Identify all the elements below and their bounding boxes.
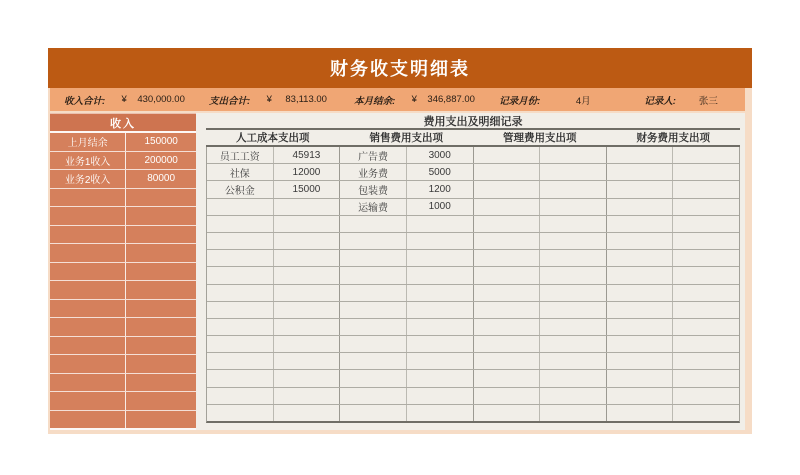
table-cell[interactable] [672, 336, 739, 352]
table-cell[interactable]: 3000 [406, 147, 473, 163]
table-cell[interactable] [339, 285, 406, 301]
table-cell[interactable] [606, 388, 673, 404]
income-total-value[interactable]: 430,000.00 [137, 94, 185, 105]
table-cell[interactable] [606, 250, 673, 266]
table-cell[interactable] [473, 216, 540, 232]
table-cell[interactable] [606, 353, 673, 369]
table-cell[interactable]: 200000 [125, 152, 196, 170]
table-cell[interactable] [207, 199, 273, 215]
table-cell[interactable] [125, 337, 196, 355]
table-cell[interactable] [339, 336, 406, 352]
table-cell[interactable] [273, 199, 340, 215]
table-cell[interactable]: 1000 [406, 199, 473, 215]
table-cell[interactable] [207, 353, 273, 369]
table-cell[interactable] [273, 267, 340, 283]
table-row [50, 243, 196, 262]
table-cell[interactable] [672, 319, 739, 335]
table-cell[interactable] [672, 285, 739, 301]
table-cell[interactable] [339, 216, 406, 232]
table-cell[interactable] [539, 319, 606, 335]
table-row [50, 151, 196, 170]
table-cell[interactable] [273, 388, 340, 404]
table-cell[interactable] [606, 147, 673, 163]
table-cell[interactable] [606, 302, 673, 318]
record-month-label: 记录月份: [499, 95, 541, 107]
table-cell[interactable] [672, 302, 739, 318]
table-cell[interactable] [539, 233, 606, 249]
table-cell[interactable] [406, 302, 473, 318]
table-row [207, 198, 739, 215]
table-cell[interactable] [207, 405, 273, 421]
table-cell[interactable]: 社保 [229, 168, 250, 180]
table-row [50, 354, 196, 373]
table-row [207, 215, 739, 232]
table-row [50, 280, 196, 299]
expense-table [206, 147, 740, 423]
income-header: 收入 [50, 114, 196, 133]
spreadsheet-card [48, 48, 752, 434]
table-cell[interactable] [406, 233, 473, 249]
recorder-label: 记录人: [644, 95, 676, 107]
income-panel [50, 113, 196, 430]
table-row [50, 225, 196, 244]
table-row [207, 387, 739, 404]
table-cell[interactable] [473, 388, 540, 404]
table-cell[interactable] [606, 370, 673, 386]
table-cell[interactable] [125, 244, 196, 262]
table-row [207, 369, 739, 386]
record-month-value[interactable]: 4月 [575, 95, 591, 107]
table-cell[interactable] [672, 388, 739, 404]
table-cell[interactable]: 员工工资 [219, 151, 260, 163]
table-cell[interactable] [406, 336, 473, 352]
table-cell[interactable] [125, 392, 196, 410]
table-cell[interactable] [606, 285, 673, 301]
table-cell[interactable] [125, 411, 196, 429]
table-cell[interactable] [339, 233, 406, 249]
table-cell[interactable] [125, 374, 196, 392]
table-cell[interactable] [273, 336, 340, 352]
table-row [207, 352, 739, 369]
table-cell[interactable] [273, 353, 340, 369]
table-cell[interactable] [539, 199, 606, 215]
table-cell[interactable] [273, 233, 340, 249]
table-cell[interactable] [50, 281, 125, 299]
table-cell[interactable] [125, 318, 196, 336]
table-cell[interactable] [406, 370, 473, 386]
table-row [207, 404, 739, 421]
recorder-value[interactable]: 张三 [698, 95, 718, 107]
table-cell[interactable] [672, 164, 739, 180]
table-cell[interactable] [406, 353, 473, 369]
table-cell[interactable] [339, 353, 406, 369]
table-cell[interactable] [473, 250, 540, 266]
table-row [207, 266, 739, 283]
table-cell[interactable] [207, 388, 273, 404]
table-cell[interactable] [473, 370, 540, 386]
table-cell[interactable] [273, 285, 340, 301]
table-row [50, 299, 196, 318]
sheet-body [50, 113, 745, 430]
table-cell[interactable] [50, 374, 125, 392]
table-cell[interactable]: 包装费 [339, 181, 406, 197]
table-cell[interactable] [339, 370, 406, 386]
table-cell[interactable] [339, 405, 406, 421]
table-cell[interactable] [339, 250, 406, 266]
table-cell[interactable]: 5000 [406, 164, 473, 180]
table-cell[interactable] [672, 353, 739, 369]
table-cell[interactable] [273, 319, 340, 335]
table-cell[interactable] [125, 263, 196, 281]
table-cell[interactable] [606, 216, 673, 232]
table-cell[interactable] [539, 147, 606, 163]
table-cell[interactable] [539, 164, 606, 180]
table-cell[interactable] [473, 267, 540, 283]
table-cell[interactable]: 业务费 [339, 164, 406, 180]
expense-panel [196, 113, 745, 430]
table-cell[interactable] [606, 267, 673, 283]
table-cell[interactable] [406, 388, 473, 404]
table-cell[interactable] [50, 189, 125, 207]
table-cell[interactable] [207, 216, 273, 232]
table-cell[interactable] [672, 233, 739, 249]
table-cell[interactable] [473, 405, 540, 421]
table-row [50, 206, 196, 225]
summary-expense-total [195, 88, 340, 111]
summary-income-total [50, 88, 195, 111]
summary-record-month [485, 88, 630, 111]
table-cell[interactable] [539, 370, 606, 386]
table-cell[interactable] [273, 405, 340, 421]
table-cell[interactable] [539, 353, 606, 369]
sheet-title: 财务收支明细表 [48, 48, 752, 88]
income-table [50, 133, 196, 430]
table-cell[interactable] [672, 405, 739, 421]
table-cell[interactable] [125, 355, 196, 373]
table-cell[interactable]: 业务1收入 [64, 156, 111, 168]
table-cell[interactable]: 12000 [273, 164, 340, 180]
currency-symbol: ¥ [266, 94, 272, 105]
table-row [207, 232, 739, 249]
expense-total-label: 支出合计: [209, 95, 251, 107]
table-cell[interactable] [606, 199, 673, 215]
table-row [50, 336, 196, 355]
table-cell[interactable]: 运输费 [339, 199, 406, 215]
table-cell[interactable] [273, 370, 340, 386]
table-row [207, 163, 739, 180]
table-cell[interactable] [207, 233, 273, 249]
table-cell[interactable] [207, 302, 273, 318]
table-cell[interactable] [125, 207, 196, 225]
month-balance-label: 本月结余: [354, 95, 396, 107]
summary-recorder [630, 88, 745, 111]
table-cell[interactable]: 45913 [273, 147, 340, 163]
table-row [50, 262, 196, 281]
table-cell[interactable] [606, 319, 673, 335]
table-cell[interactable] [672, 216, 739, 232]
month-balance-value[interactable]: 346,887.00 [427, 94, 475, 105]
table-cell[interactable] [473, 164, 540, 180]
table-cell[interactable] [672, 199, 739, 215]
table-cell[interactable]: 15000 [273, 181, 340, 197]
table-row [50, 410, 196, 431]
expense-column-headers [206, 130, 740, 147]
table-cell[interactable] [50, 300, 125, 318]
table-cell[interactable]: 业务2收入 [64, 175, 111, 187]
table-cell[interactable] [606, 405, 673, 421]
table-cell[interactable] [606, 336, 673, 352]
expense-title: 费用支出及明细记录 [206, 113, 740, 130]
table-row [50, 391, 196, 410]
table-row [207, 335, 739, 352]
table-cell[interactable] [406, 267, 473, 283]
summary-bar [50, 88, 745, 111]
table-cell[interactable] [207, 267, 273, 283]
table-cell[interactable]: 广告费 [339, 147, 406, 163]
table-cell[interactable] [606, 164, 673, 180]
table-cell[interactable] [339, 319, 406, 335]
table-cell[interactable] [273, 302, 340, 318]
table-cell[interactable]: 80000 [125, 170, 196, 188]
table-cell[interactable] [50, 411, 125, 429]
expense-total-value[interactable]: 83,113.00 [285, 94, 327, 105]
table-cell[interactable]: 公积金 [224, 185, 255, 197]
table-cell[interactable] [125, 281, 196, 299]
table-cell[interactable] [473, 336, 540, 352]
table-cell[interactable] [539, 388, 606, 404]
table-cell[interactable] [606, 233, 673, 249]
table-cell[interactable] [539, 250, 606, 266]
table-row [50, 169, 196, 188]
table-cell[interactable] [50, 355, 125, 373]
table-cell[interactable] [473, 147, 540, 163]
table-cell[interactable] [339, 302, 406, 318]
table-cell[interactable] [207, 336, 273, 352]
table-cell[interactable] [339, 388, 406, 404]
table-cell[interactable] [473, 181, 540, 197]
table-cell[interactable] [50, 244, 125, 262]
table-cell[interactable] [207, 285, 273, 301]
table-cell[interactable] [473, 353, 540, 369]
table-cell[interactable]: 上月结余 [67, 138, 108, 150]
table-cell[interactable] [406, 250, 473, 266]
table-cell[interactable] [672, 267, 739, 283]
table-cell[interactable] [406, 319, 473, 335]
table-cell[interactable] [539, 285, 606, 301]
table-cell[interactable] [539, 302, 606, 318]
table-cell[interactable] [125, 189, 196, 207]
table-cell[interactable] [473, 233, 540, 249]
table-cell[interactable] [539, 267, 606, 283]
table-cell[interactable] [50, 207, 125, 225]
table-cell[interactable] [539, 216, 606, 232]
table-cell[interactable] [50, 226, 125, 244]
table-cell[interactable] [473, 302, 540, 318]
table-row [207, 284, 739, 301]
table-cell[interactable] [539, 181, 606, 197]
summary-month-balance [340, 88, 485, 111]
column-header-labor: 人工成本支出项 [236, 132, 310, 144]
table-cell[interactable] [273, 216, 340, 232]
table-cell[interactable]: 150000 [125, 133, 196, 151]
table-cell[interactable] [50, 337, 125, 355]
table-row [50, 188, 196, 207]
table-cell[interactable] [406, 285, 473, 301]
table-cell[interactable] [207, 250, 273, 266]
table-row [50, 133, 196, 151]
table-cell[interactable] [672, 250, 739, 266]
table-row [50, 373, 196, 392]
table-cell[interactable]: 1200 [406, 181, 473, 197]
column-header-admin: 管理费用支出项 [503, 132, 577, 144]
table-cell[interactable] [273, 250, 340, 266]
table-cell[interactable] [539, 405, 606, 421]
table-cell[interactable] [606, 181, 673, 197]
table-cell[interactable] [207, 319, 273, 335]
table-cell[interactable] [539, 336, 606, 352]
table-row [207, 249, 739, 266]
table-row [207, 147, 739, 163]
table-cell[interactable] [473, 319, 540, 335]
table-cell[interactable] [672, 147, 739, 163]
table-row [207, 180, 739, 197]
table-cell[interactable] [50, 263, 125, 281]
table-cell[interactable] [50, 392, 125, 410]
income-total-label: 收入合计: [64, 95, 106, 107]
column-header-finance: 财务费用支出项 [636, 132, 710, 144]
table-cell[interactable] [473, 199, 540, 215]
table-cell[interactable] [207, 370, 273, 386]
column-header-sales: 销售费用支出项 [369, 132, 443, 144]
table-cell[interactable] [672, 181, 739, 197]
table-cell[interactable] [125, 300, 196, 318]
table-row [50, 317, 196, 336]
table-row [207, 318, 739, 335]
table-cell[interactable] [125, 226, 196, 244]
currency-symbol: ¥ [411, 94, 417, 105]
table-cell[interactable] [672, 370, 739, 386]
table-row [207, 301, 739, 318]
table-cell[interactable] [406, 405, 473, 421]
table-cell[interactable] [339, 267, 406, 283]
currency-symbol: ¥ [121, 94, 127, 105]
table-cell[interactable] [473, 285, 540, 301]
table-cell[interactable] [406, 216, 473, 232]
table-cell[interactable] [50, 318, 125, 336]
